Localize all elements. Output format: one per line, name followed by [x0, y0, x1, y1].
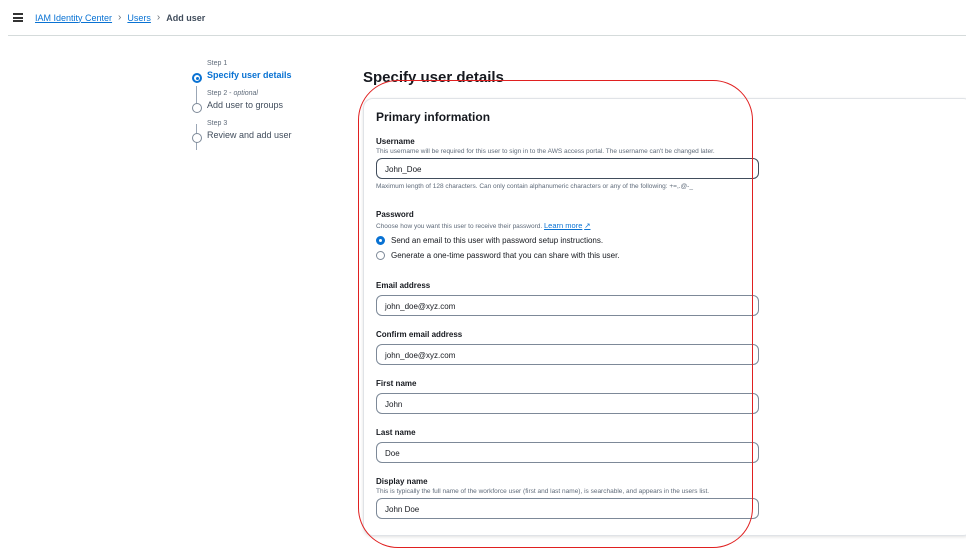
top-bar	[8, 0, 966, 36]
display-name-input[interactable]: John Doe	[376, 498, 759, 519]
confirm-email-label: Confirm email address	[376, 330, 463, 339]
email-label: Email address	[376, 281, 431, 290]
first-name-field	[376, 379, 760, 414]
step-label: Specify user details	[207, 70, 292, 80]
radio-label: Send an email to this user with password setup instructions.	[391, 236, 604, 245]
breadcrumb	[35, 12, 205, 23]
step-3[interactable]	[190, 120, 292, 140]
step-number: Step 1	[207, 60, 228, 67]
step-2[interactable]	[190, 90, 292, 110]
display-name-field	[376, 477, 760, 519]
chevron-right-icon: ›	[156, 12, 161, 23]
menu-icon[interactable]	[13, 13, 23, 22]
display-name-label: Display name	[376, 477, 428, 486]
step-number	[207, 90, 292, 97]
confirm-email-input[interactable]: john_doe@xyz.com	[376, 344, 759, 365]
step-number-text: Step 2 -	[207, 90, 234, 97]
external-link-icon: ↗	[584, 221, 591, 230]
step-number: Step 3	[207, 120, 228, 127]
username-label: Username	[376, 137, 415, 146]
breadcrumb-current: Add user	[166, 12, 206, 23]
password-field	[376, 210, 760, 260]
radio-unselected-icon	[376, 251, 385, 260]
step-inactive-icon	[192, 133, 202, 143]
confirm-email-field	[376, 330, 760, 365]
wizard-steps	[190, 60, 292, 150]
step-inactive-icon	[192, 103, 202, 113]
password-label: Password	[376, 210, 414, 219]
last-name-label: Last name	[376, 428, 416, 437]
email-field	[376, 281, 760, 316]
page-title: Specify user details	[363, 69, 504, 86]
breadcrumb-iam-identity-center[interactable]: IAM Identity Center	[35, 12, 113, 23]
chevron-right-icon: ›	[118, 12, 122, 23]
radio-selected-icon	[376, 236, 385, 245]
password-desc-text: Choose how you want this user to receive their password.	[376, 223, 543, 230]
username-description: This username will be required for this user to sign in to the AWS access portal. The username can't be changed later.	[376, 148, 715, 155]
last-name-input[interactable]: Doe	[376, 442, 759, 463]
username-hint: Maximum length of 128 characters. Can only contain alphanumeric characters or any of the following: +=,.@-_	[376, 183, 693, 190]
breadcrumb-users[interactable]: Users	[127, 12, 151, 23]
step-1[interactable]	[190, 60, 292, 80]
learn-more-link[interactable]: Learn more	[544, 221, 583, 230]
first-name-input[interactable]: John	[376, 393, 759, 414]
step-active-icon	[192, 73, 202, 83]
step-label: Review and add user	[207, 130, 292, 140]
step-label: Add user to groups	[207, 100, 284, 110]
radio-one-time-password[interactable]	[376, 251, 760, 260]
password-description	[376, 221, 760, 230]
username-input[interactable]: John_Doe	[376, 158, 759, 179]
email-input[interactable]: john_doe@xyz.com	[376, 295, 759, 316]
username-field	[376, 137, 760, 190]
first-name-label: First name	[376, 379, 417, 388]
optional-tag: optional	[233, 90, 258, 97]
section-title: Primary information	[376, 110, 491, 124]
radio-label: Generate a one-time password that you can share with this user.	[391, 251, 620, 260]
last-name-field	[376, 428, 760, 463]
radio-send-email[interactable]	[376, 236, 760, 245]
display-name-description: This is typically the full name of the workforce user (first and last name), is searchable, and appears in the users list.	[376, 488, 710, 495]
